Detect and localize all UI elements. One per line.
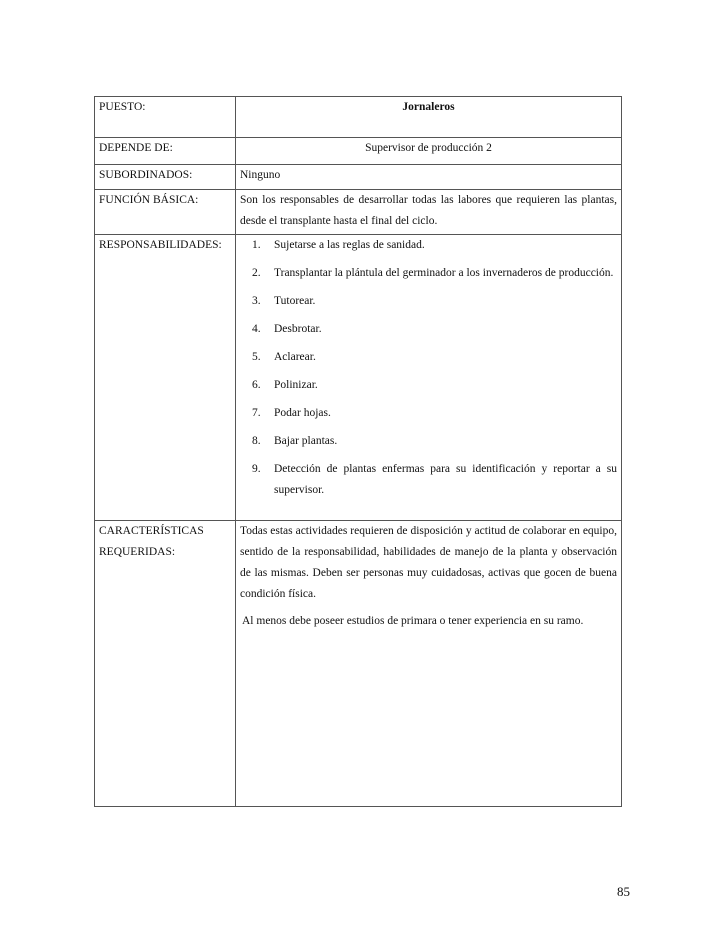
- responsabilidades-list: [240, 235, 617, 501]
- responsabilidad-number: 2.: [252, 267, 261, 279]
- puesto-label: PUESTO:: [95, 97, 236, 138]
- responsabilidad-item: [252, 291, 617, 312]
- responsabilidad-number: 4.: [252, 323, 261, 335]
- row-depende: [95, 138, 622, 165]
- responsabilidad-text: Polinizar.: [274, 379, 318, 391]
- row-caracteristicas: [95, 521, 622, 807]
- row-responsabilidades: [95, 235, 622, 521]
- responsabilidad-item: [252, 403, 617, 424]
- responsabilidad-text: Bajar plantas.: [274, 435, 338, 447]
- responsabilidad-text: Desbrotar.: [274, 323, 322, 335]
- responsabilidad-number: 6.: [252, 379, 261, 391]
- responsabilidad-text: Aclarear.: [274, 351, 316, 363]
- responsabilidad-item: [252, 347, 617, 368]
- responsabilidad-item: [252, 319, 617, 340]
- responsabilidad-text: Podar hojas.: [274, 407, 331, 419]
- puesto-value: Jornaleros: [236, 97, 622, 138]
- job-description-table: [94, 96, 622, 807]
- responsabilidad-number: 1.: [252, 239, 261, 251]
- funcion-label: FUNCIÓN BÁSICA:: [95, 190, 236, 235]
- caracteristicas-label-line-2: REQUERIDAS:: [99, 546, 176, 558]
- responsabilidades-cell: [236, 235, 622, 521]
- funcion-value: Son los responsables de desarrollar todas las labores que requieren las plantas, desde el transplante hasta el final del ciclo.: [236, 190, 622, 235]
- responsabilidades-label: RESPONSABILIDADES:: [95, 235, 236, 521]
- row-subordinados: [95, 165, 622, 190]
- caracteristicas-label-line-1: CARACTERÍSTICAS: [99, 525, 204, 537]
- depende-label: DEPENDE DE:: [95, 138, 236, 165]
- responsabilidad-text: Sujetarse a las reglas de sanidad.: [274, 239, 425, 251]
- responsabilidad-number: 9.: [252, 463, 261, 475]
- caracteristicas-label: [95, 521, 236, 807]
- page-number: 85: [617, 884, 630, 899]
- responsabilidad-item: [252, 431, 617, 452]
- responsabilidad-text: Detección de plantas enfermas para su identificación y reportar a su supervisor.: [274, 463, 617, 496]
- caracteristicas-value: Todas estas actividades requieren de disposición y actitud de colaborar en equipo, sentido de la responsabilidad, habilidades de manejo de la planta y observación de las mismas. Deben ser personas muy cuidadosas, activas que gocen de buena condición física.: [240, 525, 617, 600]
- responsabilidad-text: Tutorear.: [274, 295, 316, 307]
- responsabilidad-number: 7.: [252, 407, 261, 419]
- caracteristicas-cell: [236, 521, 622, 807]
- responsabilidad-item: [252, 263, 617, 284]
- responsabilidad-number: 8.: [252, 435, 261, 447]
- row-puesto: [95, 97, 622, 138]
- responsabilidad-item: [252, 235, 617, 256]
- subordinados-value: Ninguno: [236, 165, 622, 190]
- responsabilidad-text: Transplantar la plántula del germinador a los invernaderos de producción.: [274, 267, 614, 279]
- responsabilidad-item: [252, 459, 617, 501]
- depende-value: Supervisor de producción 2: [236, 138, 622, 165]
- row-funcion-basica: [95, 190, 622, 235]
- responsabilidad-number: 3.: [252, 295, 261, 307]
- caracteristicas-note: Al menos debe poseer estudios de primara o tener experiencia en su ramo.: [242, 615, 584, 627]
- subordinados-label: SUBORDINADOS:: [95, 165, 236, 190]
- responsabilidad-item: [252, 375, 617, 396]
- responsabilidad-number: 5.: [252, 351, 261, 363]
